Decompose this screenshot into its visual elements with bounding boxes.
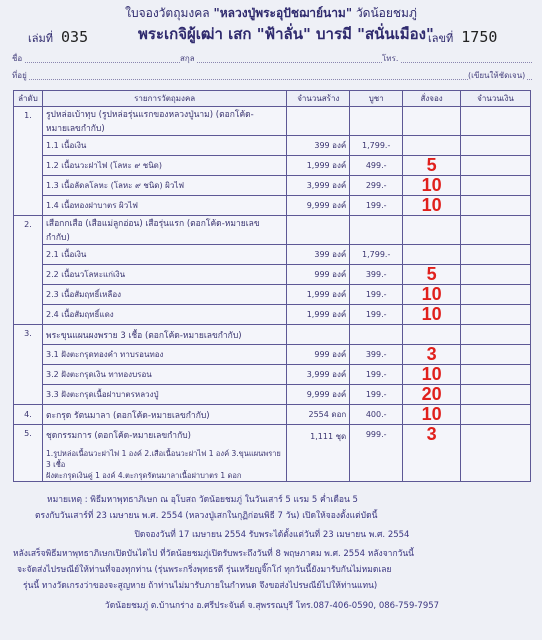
item-qty: 399 องค์ [287,136,350,156]
item-qty: 1,111 ชุด [287,425,350,482]
item-price: 499.- [350,156,403,176]
item-label: 2.2 เนื้อนวโลหะแก่เงิน [42,265,286,285]
note-line: หลังเสร็จพิธีมหาพุทธาภิเษกเปิดบันไดไป ที่วัดน้อยชมภู่เปิดรับพระถึงวันที่ 8 พฤษภาคม พ.ศ. 2554 หลังจากวันนี้ [13,549,414,559]
item-label: 3.2 ฝังตะกรุดเงิน ทาทองบรอน [42,365,286,385]
table-row [14,176,531,196]
amount-cell[interactable] [461,156,531,176]
amount-cell[interactable] [461,425,531,482]
item-qty: 999 องค์ [287,265,350,285]
table-row [14,265,531,285]
order-qty: 10 [421,304,442,324]
item-label: 1.4 เนื้อทองฝาบาตร ผิวไฟ [42,196,286,216]
order-qty: 10 [421,364,442,384]
name-line[interactable] [12,52,532,63]
group-title: รูปหล่อเบ้าทุบ (รูปหล่อรุ่นแรกของหลวงปู่นาม) (ตอกโค้ด-หมายเลขกำกับ) [42,107,286,136]
group-title: พระขุนแผนผงพราย 3 เชื้อ (ตอกโค้ด-หมายเลขกำกับ) [42,325,286,345]
col-order: สั่งจอง [403,91,461,107]
order-qty: 20 [421,384,442,404]
order-cell[interactable] [403,136,461,156]
note-line: หมายเหตุ : พิธีมหาพุทธาภิเษก ณ อุโบสถ วัดน้อยชมภู่ ในวันเสาร์ 5 แรม 5 ค่ำเดือน 5 [47,495,358,505]
group-row [14,325,531,345]
set-cell [42,425,286,482]
table-row [14,385,531,405]
book-value: 035 [61,28,89,46]
item-price: 400.- [350,405,403,425]
group-no: 3. [14,325,43,405]
form-title: พระเกจิผู้เฒ่า เสก "ฟ้าลั่น" บารมี "สนั่นเมือง" [138,25,434,43]
order-qty: 10 [421,175,442,195]
table-header-row [14,91,531,107]
order-qty: 3 [426,344,437,364]
item-qty: 9,999 องค์ [287,385,350,405]
order-cell[interactable] [403,385,461,405]
order-cell[interactable] [403,405,461,425]
note-line: จะจัดส่งไปรษณีย์ให้ท่านที่จองทุกท่าน (รุ่นพระกริ่งพุทธรตี รุ่นเหรียญจิ๊กโก๋ ทุกวันนี้ยังมารับกันไม่หมดเลย [17,565,392,575]
order-cell[interactable] [403,365,461,385]
order-cell[interactable] [403,425,461,482]
order-cell[interactable] [403,176,461,196]
book-number [28,28,88,47]
note-line: วัดน้อยชมภู่ ต.บ้านกร่าง อ.ศรีประจันต์ จ.สุพรรณบุรี โทร.087-406-0590, 086-759-7957 [104,601,440,611]
col-no: ลำดับ [14,91,43,107]
col-amount: จำนวนเงิน [461,91,531,107]
item-price: 999.- [350,425,403,482]
group-row [14,216,531,245]
item-qty: 1,999 องค์ [287,156,350,176]
order-cell[interactable] [403,305,461,325]
table-row [14,365,531,385]
items-table [13,90,531,482]
item-label: 2.3 เนื้อสัมฤทธิ์เหลือง [42,285,286,305]
item-qty: 3,999 องค์ [287,176,350,196]
col-qty: จำนวนสร้าง [287,91,350,107]
amount-cell[interactable] [461,136,531,156]
temple-name: วัดน้อยชมภู่ [355,6,417,20]
amount-cell[interactable] [461,196,531,216]
item-label: 1.1 เนื้อเงิน [42,136,286,156]
amount-cell[interactable] [461,265,531,285]
table-row [14,305,531,325]
group-no: 4. [14,405,43,425]
item-label: 1.3 เนื้อลัดลโลหะ (โลหะ ๙ ชนิด) ผิวไฟ [42,176,286,196]
order-qty: 10 [421,404,442,424]
col-item: รายการวัตถุมงคล [42,91,286,107]
item-label: 3.3 ฝังตะกรุดเนื้อฝาบาตรหลวงปู่ [42,385,286,405]
order-cell[interactable] [403,156,461,176]
phone-label: โทร. [382,54,399,63]
amount-cell[interactable] [461,176,531,196]
table-row [14,425,531,482]
amount-cell[interactable] [461,385,531,405]
amount-cell[interactable] [461,345,531,365]
book-label: เล่มที่ [28,32,54,45]
note-line: ตรงกับวันเสาร์ที่ 23 เมษายน พ.ศ. 2554 (หลวงปู่เสกในกุฏิก่อนพิธี 7 วัน) เปิดให้จองตั้งแต่บัดนี้ [35,511,378,521]
item-price: 199.- [350,285,403,305]
order-cell[interactable] [403,196,461,216]
table-row [14,285,531,305]
group-title: ตะกรุด รัตนมาลา (ตอกโค้ด-หมายเลขกำกับ) [42,405,286,425]
table-row [14,345,531,365]
item-qty: 3,999 องค์ [287,365,350,385]
order-qty: 3 [426,424,437,444]
set-detail-2: ฝังตะกรุดเงินคู่ 1 องค์ 4.ตะกรุดรัตนมาลาเนื้อฝาบาตร 1 ดอก [45,471,242,480]
item-price: 199.- [350,365,403,385]
name-label: ชื่อ [12,54,23,63]
amount-cell[interactable] [461,245,531,265]
form-prefix: ใบจองวัตถุมงคล [125,6,210,20]
note-line: ปิดจองวันที่ 17 เมษายน 2554 รับพระได้ตั้งแต่วันที่ 23 เมษายน พ.ศ. 2554 [134,530,410,540]
order-qty: 5 [426,155,437,175]
item-price: 1,799.- [350,245,403,265]
item-qty: 1,999 องค์ [287,285,350,305]
postal-note: (เขียนให้ชัดเจน) [468,71,526,80]
order-cell[interactable] [403,245,461,265]
address-label: ที่อยู่ [12,71,27,80]
item-price: 399.- [350,345,403,365]
col-price: บูชา [350,91,403,107]
group-no: 5. [14,425,43,482]
item-qty: 399 องค์ [287,245,350,265]
table-row [14,405,531,425]
order-qty: 10 [421,284,442,304]
amount-cell[interactable] [461,405,531,425]
item-price: 199.- [350,196,403,216]
group-row [14,107,531,136]
item-qty: 999 องค์ [287,345,350,365]
item-price: 399.- [350,265,403,285]
order-cell[interactable] [403,265,461,285]
group-no: 2. [14,216,43,325]
item-label: 3.1 ฝังตะกรุดทองคำ ทาบรอนทอง [42,345,286,365]
table-row [14,156,531,176]
item-label: 1.2 เนื้อนวะฝาไฟ (โลหะ ๙ ชนิด) [42,156,286,176]
item-label: 2.4 เนื้อสัมฤทธิ์แดง [42,305,286,325]
table-row [14,245,531,265]
item-qty: 9,999 องค์ [287,196,350,216]
amount-cell[interactable] [461,305,531,325]
item-price: 199.- [350,305,403,325]
group-no: 1. [14,107,43,216]
order-qty: 10 [421,195,442,215]
doc-label: เลขที่ [428,32,454,45]
order-cell[interactable] [403,285,461,305]
item-price: 199.- [350,385,403,405]
item-price: 1,799.- [350,136,403,156]
group-title: เสือกกเสือ (เสือแม่ลูกอ่อน) เสือรุ่นแรก (ตอกโค้ด-หมายเลขกำกับ) [42,216,286,245]
order-qty: 5 [426,264,437,284]
surname-label: สกุล [180,54,195,63]
table-row [14,196,531,216]
monk-name: "หลวงปู่พระอุปัชฌาย์นาม" [213,6,353,20]
set-detail-1: 1.รูปหล่อเนื้อนวะฝาไฟ 1 องค์ 2.เสือเนื้อนวะฝาไฟ 1 องค์ 3.ขุนแผนพราย 3 เชื้อ [45,449,281,469]
table-row [14,136,531,156]
group-title: ชุดกรรมการ (ตอกโค้ด-หมายเลขกำกับ) [45,431,191,441]
doc-value: 1750 [461,28,498,46]
order-cell[interactable] [403,345,461,365]
item-price: 299.- [350,176,403,196]
note-line: รุ่นนี้ ทางวัดเกรงว่าของจะสูญหาย ถ้าท่านไม่มารับภายในกำหนด จึงขอส่งไปรษณีย์ไปให้ท่านแทน) [23,581,378,591]
item-qty: 1,999 องค์ [287,305,350,325]
doc-number [428,28,497,47]
address-line[interactable] [12,69,532,80]
item-qty: 2554 ดอก [287,405,350,425]
amount-cell[interactable] [461,285,531,305]
item-label: 2.1 เนื้อเงิน [42,245,286,265]
amount-cell[interactable] [461,365,531,385]
form-header [0,4,542,23]
